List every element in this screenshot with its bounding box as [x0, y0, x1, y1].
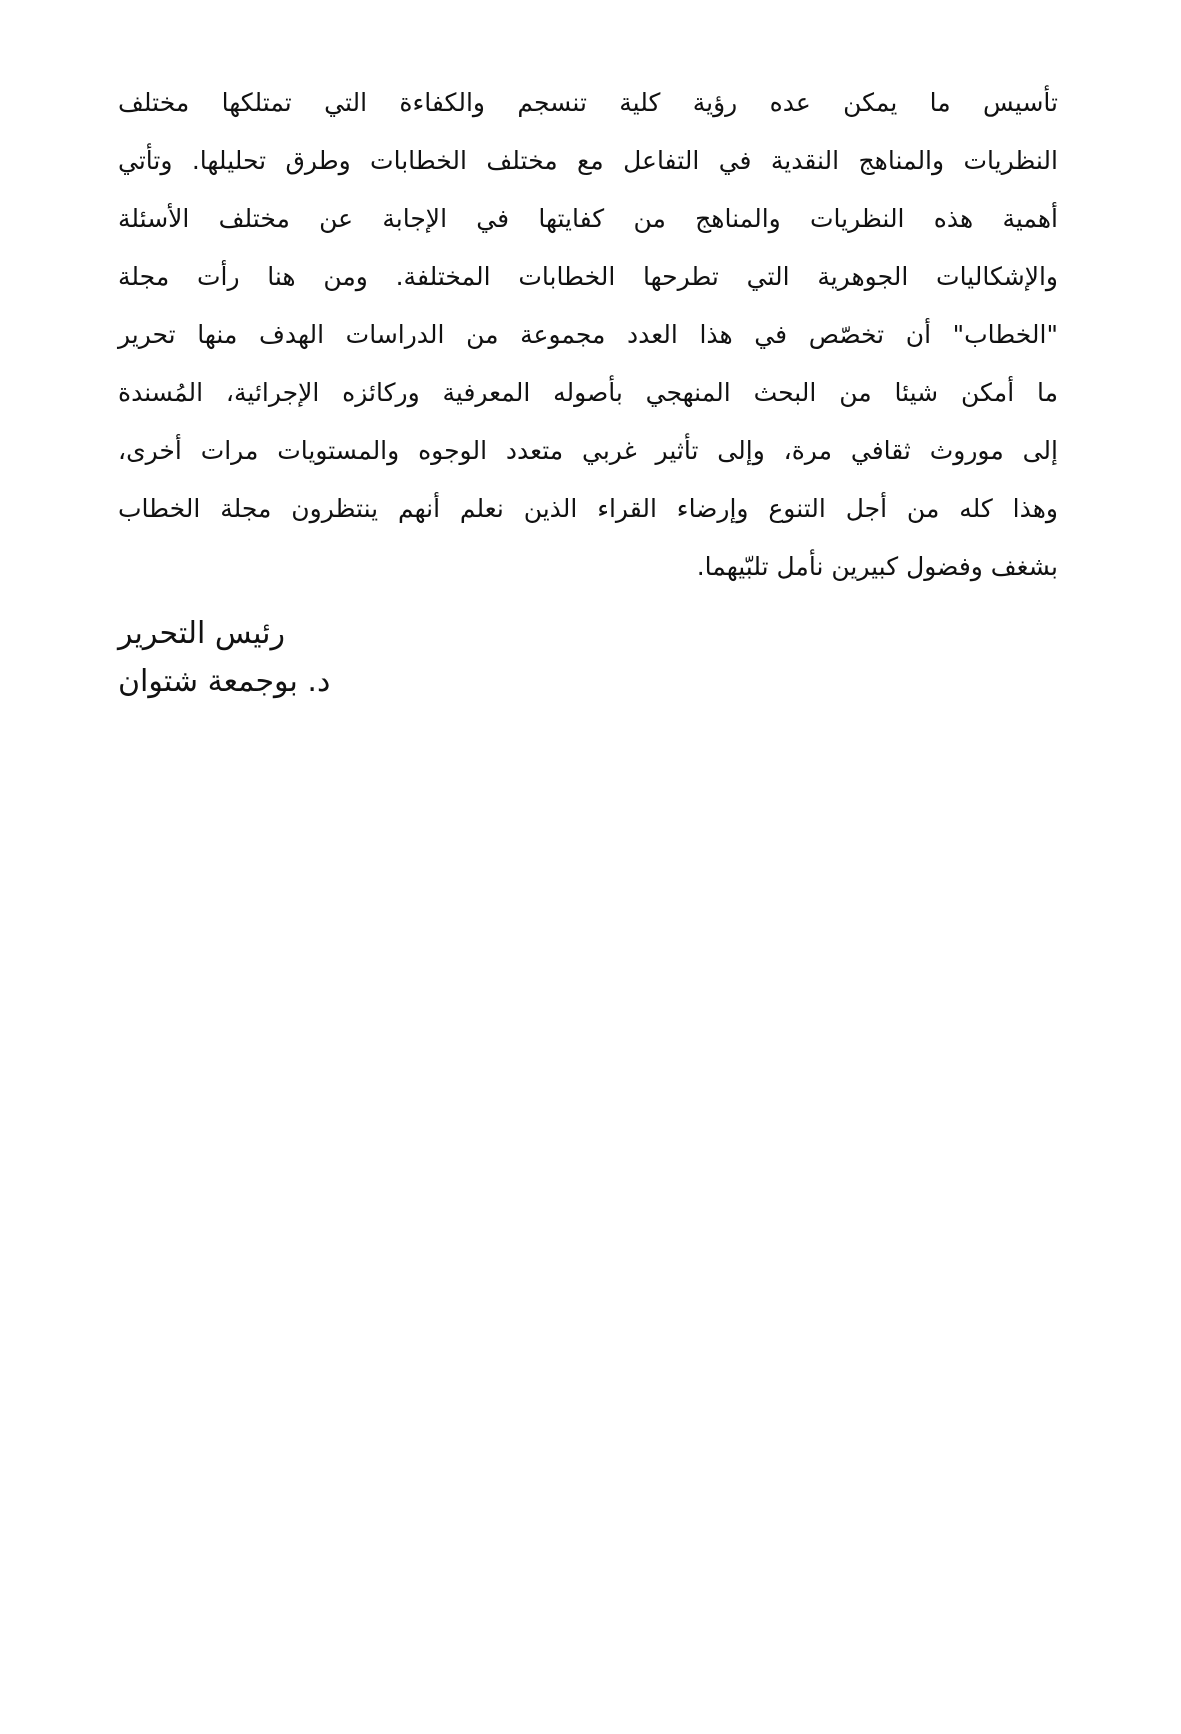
signature-name: د. بوجمعة شتوان	[118, 664, 331, 699]
signature-title: رئيس التحرير	[118, 616, 286, 651]
paragraph-line: أهمية هذه النظريات والمناهج من كفايتها في الإجابة عن مختلف الأسئلة	[118, 204, 1058, 233]
paragraph-line: النظريات والمناهج النقدية في التفاعل مع مختلف الخطابات وطرق تحليلها. وتأتي	[118, 146, 1058, 175]
paragraph-line: والإشكاليات الجوهرية التي تطرحها الخطابات المختلفة. ومن هنا رأت مجلة	[118, 262, 1058, 291]
paragraph-line: بشغف وفضول كبيرين نأمل تلبّيهما.	[696, 552, 1058, 581]
paragraph-line: ما أمكن شيئا من البحث المنهجي بأصوله المعرفية وركائزه الإجرائية، المُسندة	[118, 378, 1058, 407]
editorial-paragraph	[118, 74, 1058, 596]
paragraph-line: وهذا كله من أجل التنوع وإرضاء القراء الذين نعلم أنهم ينتظرون مجلة الخطاب	[118, 494, 1058, 523]
paragraph-line: تأسيس ما يمكن عده رؤية كلية تنسجم والكفاءة التي تمتلكها مختلف	[118, 88, 1058, 117]
paragraph-line: إلى موروث ثقافي مرة، وإلى تأثير غربي متعدد الوجوه والمستويات مرات أخرى،	[118, 436, 1058, 465]
signature-block	[118, 610, 330, 706]
paragraph-line: "الخطاب" أن تخصّص في هذا العدد مجموعة من الدراسات الهدف منها تحرير	[118, 320, 1058, 349]
